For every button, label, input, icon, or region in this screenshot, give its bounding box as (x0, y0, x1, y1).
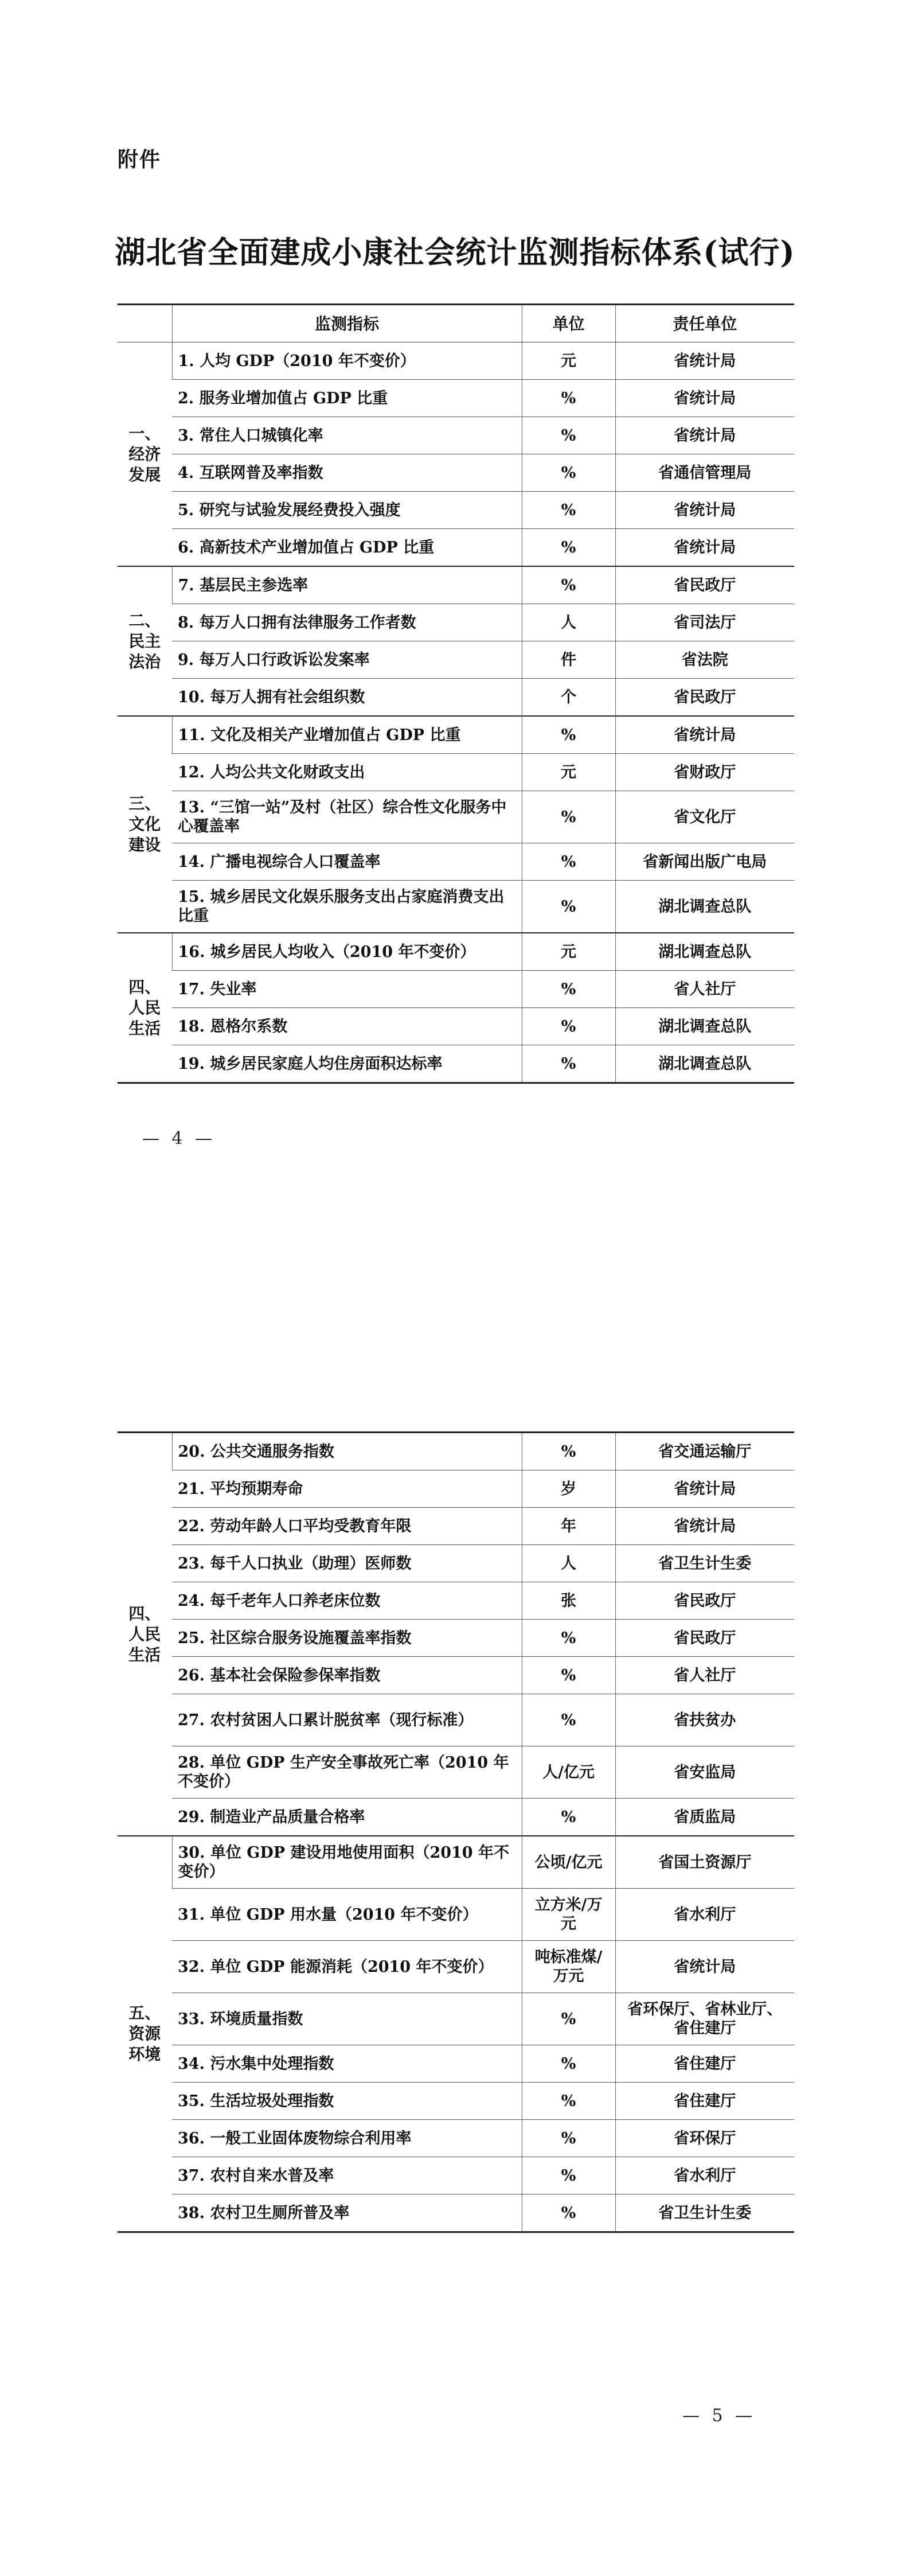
table-row (118, 1993, 794, 2045)
table-row (118, 1620, 794, 1657)
responsible-department: 湖北调查总队 (615, 1045, 794, 1083)
indicator-name: 5. 研究与试验发展经费投入强度 (172, 492, 522, 529)
indicator-name: 11. 文化及相关产业增加值占 GDP 比重 (172, 716, 522, 754)
responsible-department: 湖北调查总队 (615, 881, 794, 933)
table-row (118, 1545, 794, 1582)
responsible-department: 省住建厅 (615, 2083, 794, 2120)
indicator-name: 32. 单位 GDP 能源消耗（2010 年不变价） (172, 1941, 522, 1993)
indicator-unit: % (522, 971, 615, 1008)
table-row (118, 492, 794, 529)
table-row (118, 843, 794, 881)
table-row (118, 2157, 794, 2194)
responsible-department: 省统计局 (615, 380, 794, 417)
page-number: — 5 — (682, 2406, 756, 2426)
responsible-department: 省国土资源厅 (615, 1836, 794, 1889)
category-number: 四、 (128, 1604, 161, 1623)
category-number: 二、 (128, 610, 161, 630)
indicator-name: 38. 农村卫生厕所普及率 (172, 2194, 522, 2232)
indicator-name: 24. 每千老年人口养老床位数 (172, 1582, 522, 1620)
indicator-unit: % (522, 2120, 615, 2157)
indicator-unit: 张 (522, 1582, 615, 1620)
table-row (118, 1470, 794, 1508)
indicator-unit: 人 (522, 604, 615, 641)
indicator-name: 36. 一般工业固体废物综合利用率 (172, 2120, 522, 2157)
indicator-name: 20. 公共交通服务指数 (172, 1433, 522, 1470)
indicator-unit: % (522, 417, 615, 454)
indicator-unit: 立方米/万元 (522, 1889, 615, 1941)
indicator-name: 8. 每万人口拥有法律服务工作者数 (172, 604, 522, 641)
indicator-unit: % (522, 2083, 615, 2120)
table-row (118, 1799, 794, 1836)
responsible-department: 省环保厅 (615, 2120, 794, 2157)
indicator-name: 3. 常住人口城镇化率 (172, 417, 522, 454)
responsible-department: 省人社厅 (615, 1657, 794, 1694)
table-row (118, 641, 794, 679)
table-row (118, 1941, 794, 1993)
indicator-unit: % (522, 529, 615, 567)
indicator-unit: 公顷/亿元 (522, 1836, 615, 1889)
table-row (118, 1582, 794, 1620)
responsible-department: 省民政厅 (615, 1582, 794, 1620)
table-row (118, 1045, 794, 1083)
indicator-name: 25. 社区综合服务设施覆盖率指数 (172, 1620, 522, 1657)
table-row (118, 1746, 794, 1799)
indicator-unit: % (522, 1657, 615, 1694)
indicator-name: 14. 广播电视综合人口覆盖率 (172, 843, 522, 881)
responsible-department: 省统计局 (615, 492, 794, 529)
category-name-line1: 文化 (128, 815, 161, 834)
indicator-name: 16. 城乡居民人均收入（2010 年不变价） (172, 933, 522, 971)
responsible-department: 省司法厅 (615, 604, 794, 641)
responsible-department: 省环保厅、省林业厅、省住建厅 (615, 1993, 794, 2045)
category-economic-development (118, 343, 172, 567)
indicator-unit: 个 (522, 679, 615, 717)
table-row (118, 1889, 794, 1941)
indicator-name: 19. 城乡居民家庭人均住房面积达标率 (172, 1045, 522, 1083)
indicator-name: 7. 基层民主参选率 (172, 566, 522, 604)
indicator-unit: % (522, 1694, 615, 1746)
responsible-department: 省文化厅 (615, 791, 794, 843)
indicator-name: 9. 每万人口行政诉讼发案率 (172, 641, 522, 679)
indicator-name: 31. 单位 GDP 用水量（2010 年不变价） (172, 1889, 522, 1941)
responsible-department: 省统计局 (615, 1941, 794, 1993)
header-department: 责任单位 (615, 305, 794, 343)
responsible-department: 省统计局 (615, 343, 794, 380)
responsible-department: 省人社厅 (615, 971, 794, 1008)
category-number: 一、 (128, 423, 161, 443)
category-name-line1: 人民 (128, 998, 161, 1017)
table-row (118, 2045, 794, 2083)
responsible-department: 省新闻出版广电局 (615, 843, 794, 881)
responsible-department: 省卫生计生委 (615, 2194, 794, 2232)
indicator-unit: 吨标准煤/万元 (522, 1941, 615, 1993)
indicator-unit: % (522, 2045, 615, 2083)
indicator-table-part2 (118, 1431, 794, 2233)
table-row (118, 1657, 794, 1694)
table-row (118, 791, 794, 843)
table-row (118, 1694, 794, 1746)
indicator-name: 2. 服务业增加值占 GDP 比重 (172, 380, 522, 417)
indicator-unit: 人/亿元 (522, 1746, 615, 1799)
indicator-name: 10. 每万人拥有社会组织数 (172, 679, 522, 717)
indicator-name: 29. 制造业产品质量合格率 (172, 1799, 522, 1836)
responsible-department: 省统计局 (615, 1470, 794, 1508)
indicator-unit: % (522, 2157, 615, 2194)
responsible-department: 湖北调查总队 (615, 1008, 794, 1045)
table-row (118, 343, 794, 380)
table-row (118, 529, 794, 567)
category-name-line2: 生活 (128, 1018, 161, 1038)
table-row (118, 2194, 794, 2232)
header-indicator: 监测指标 (172, 305, 522, 343)
category-resources-environment (118, 1836, 172, 2232)
indicator-name: 17. 失业率 (172, 971, 522, 1008)
responsible-department: 省法院 (615, 641, 794, 679)
category-number: 五、 (128, 2003, 161, 2022)
indicator-name: 12. 人均公共文化财政支出 (172, 754, 522, 791)
indicator-unit: % (522, 454, 615, 492)
responsible-department: 省质监局 (615, 1799, 794, 1836)
indicator-unit: % (522, 1045, 615, 1083)
responsible-department: 湖北调查总队 (615, 933, 794, 971)
indicator-unit: % (522, 1433, 615, 1470)
table-row (118, 679, 794, 717)
indicator-table-part1 (118, 303, 794, 1084)
category-democracy-rule-of-law (118, 566, 172, 716)
responsible-department: 省卫生计生委 (615, 1545, 794, 1582)
category-name-line2: 建设 (128, 835, 161, 854)
table-row (118, 933, 794, 971)
responsible-department: 省水利厅 (615, 2157, 794, 2194)
indicator-name: 35. 生活垃圾处理指数 (172, 2083, 522, 2120)
indicator-name: 6. 高新技术产业增加值占 GDP 比重 (172, 529, 522, 567)
category-cultural-construction (118, 716, 172, 933)
responsible-department: 省民政厅 (615, 679, 794, 717)
category-name-line2: 发展 (128, 465, 161, 484)
indicator-name: 33. 环境质量指数 (172, 1993, 522, 2045)
indicator-unit: 年 (522, 1508, 615, 1545)
table-row (118, 2083, 794, 2120)
page-5 (0, 1288, 910, 2576)
indicator-name: 22. 劳动年龄人口平均受教育年限 (172, 1508, 522, 1545)
table-row (118, 604, 794, 641)
responsible-department: 省通信管理局 (615, 454, 794, 492)
indicator-name: 37. 农村自来水普及率 (172, 2157, 522, 2194)
indicator-unit: 元 (522, 754, 615, 791)
category-name-line2: 法治 (128, 652, 161, 671)
indicator-name: 27. 农村贫困人口累计脱贫率（现行标准） (172, 1694, 522, 1746)
document-title: 湖北省全面建成小康社会统计监测指标体系(试行) (115, 235, 795, 270)
attachment-label: 附件 (118, 147, 162, 172)
indicator-name: 21. 平均预期寿命 (172, 1470, 522, 1508)
table-row (118, 716, 794, 754)
category-name-line2: 环境 (128, 2045, 161, 2064)
responsible-department: 省财政厅 (615, 754, 794, 791)
indicator-name: 30. 单位 GDP 建设用地使用面积（2010 年不变价） (172, 1836, 522, 1889)
category-peoples-livelihood (118, 933, 172, 1083)
header-unit: 单位 (522, 305, 615, 343)
table-header-row (118, 305, 794, 343)
table-row (118, 1508, 794, 1545)
responsible-department: 省统计局 (615, 1508, 794, 1545)
table-row (118, 1836, 794, 1889)
indicator-unit: % (522, 492, 615, 529)
header-category (118, 305, 172, 343)
category-number: 三、 (128, 794, 161, 813)
table-row (118, 566, 794, 604)
category-name-line1: 资源 (128, 2024, 161, 2043)
responsible-department: 省统计局 (615, 716, 794, 754)
indicator-unit: % (522, 2194, 615, 2232)
indicator-unit: % (522, 1993, 615, 2045)
page-number: — 4 — (142, 1129, 216, 1149)
table-row (118, 1008, 794, 1045)
indicator-name: 28. 单位 GDP 生产安全事故死亡率（2010 年不变价） (172, 1746, 522, 1799)
indicator-unit: % (522, 881, 615, 933)
responsible-department: 省统计局 (615, 529, 794, 567)
indicator-name: 1. 人均 GDP（2010 年不变价） (172, 343, 522, 380)
indicator-unit: 元 (522, 343, 615, 380)
responsible-department: 省民政厅 (615, 566, 794, 604)
indicator-unit: 件 (522, 641, 615, 679)
indicator-unit: % (522, 566, 615, 604)
responsible-department: 省统计局 (615, 417, 794, 454)
category-number: 四、 (128, 977, 161, 997)
indicator-name: 4. 互联网普及率指数 (172, 454, 522, 492)
table-row (118, 2120, 794, 2157)
table-row (118, 754, 794, 791)
indicator-name: 15. 城乡居民文化娱乐服务支出占家庭消费支出比重 (172, 881, 522, 933)
category-peoples-livelihood (118, 1433, 172, 1836)
indicator-name: 26. 基本社会保险参保率指数 (172, 1657, 522, 1694)
indicator-unit: % (522, 791, 615, 843)
table-row (118, 454, 794, 492)
table-row (118, 971, 794, 1008)
category-name-line2: 生活 (128, 1645, 161, 1664)
indicator-unit: 元 (522, 933, 615, 971)
table-row (118, 380, 794, 417)
responsible-department: 省交通运输厅 (615, 1433, 794, 1470)
indicator-unit: % (522, 1620, 615, 1657)
indicator-unit: % (522, 716, 615, 754)
category-name-line1: 经济 (128, 444, 161, 464)
category-name-line1: 人民 (128, 1624, 161, 1644)
indicator-unit: % (522, 380, 615, 417)
indicator-unit: 人 (522, 1545, 615, 1582)
indicator-unit: % (522, 843, 615, 881)
indicator-name: 13. “三馆一站”及村（社区）综合性文化服务中心覆盖率 (172, 791, 522, 843)
indicator-unit: % (522, 1799, 615, 1836)
table-row (118, 881, 794, 933)
responsible-department: 省水利厅 (615, 1889, 794, 1941)
indicator-name: 23. 每千人口执业（助理）医师数 (172, 1545, 522, 1582)
category-name-line1: 民主 (128, 631, 161, 651)
indicator-unit: 岁 (522, 1470, 615, 1508)
responsible-department: 省民政厅 (615, 1620, 794, 1657)
indicator-name: 34. 污水集中处理指数 (172, 2045, 522, 2083)
indicator-unit: % (522, 1008, 615, 1045)
responsible-department: 省安监局 (615, 1746, 794, 1799)
indicator-name: 18. 恩格尔系数 (172, 1008, 522, 1045)
table-row (118, 1433, 794, 1470)
responsible-department: 省住建厅 (615, 2045, 794, 2083)
responsible-department: 省扶贫办 (615, 1694, 794, 1746)
table-row (118, 417, 794, 454)
